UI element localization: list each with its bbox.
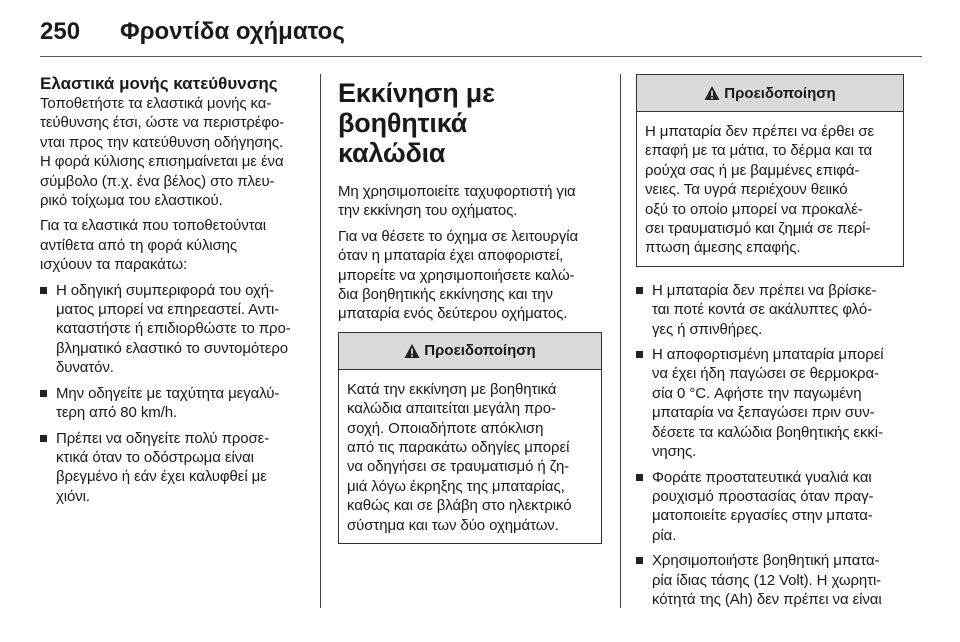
warning-body: Η μπαταρία δεν πρέπει να έρθει σε επαφή με τα μάτια, το δέρμα και τα ρούχα σας ή με βαμμένες επιφά- νειες. Τα υγρά περιέχουν θειικό οξύ το οποίο μπορεί να προκαλέ- σει τραυματισμό και ζημιά σε περί- πτωση άμεσης επαφής.: [645, 123, 875, 257]
square-bullet-icon: [636, 557, 643, 564]
warning-triangle-icon: [404, 343, 420, 359]
list-item-text: Η μπαταρία δεν πρέπει να βρίσκε- ται ποτέ κοντά σε ακάλυπτες φλό- γες ή σπινθήρες.: [652, 281, 877, 338]
column-divider-2: [620, 74, 621, 608]
list-item: [40, 384, 310, 423]
list-item-text: Η αποφορτισμένη μπαταρία μπορεί να έχει ήδη παγώσει σε θερμοκρα- σία 0 °C. Αφήστε την παγωμένη μπαταρία να ξεπαγώσει πριν συν- δέσετε τα καλώδια βοηθητικής εκκί- νησης.: [652, 346, 884, 461]
square-bullet-icon: [636, 474, 643, 481]
list-item-text: Φοράτε προστατευτικά γυαλιά και ρουχισμό προστασίας όταν πραγ- ματοποιείτε εργασίες στην μπατα- ρία.: [652, 468, 874, 544]
list-item: [636, 468, 904, 546]
warning-header: [637, 75, 903, 112]
square-bullet-icon: [636, 287, 643, 294]
square-bullet-icon: [40, 435, 47, 442]
list-item: [636, 281, 904, 339]
section-heading-directional-tyres: Ελαστικά μονής κατεύθυνσης: [40, 74, 278, 93]
warning-triangle-icon: [704, 85, 720, 101]
warning-header: [339, 333, 601, 370]
column-divider-1: [320, 74, 321, 608]
paragraph: Για να θέσετε το όχημα σε λειτουργία όταν η μπαταρία έχει αποφοριστεί, μπορείτε να χρησιμοποιήσετε καλώ- δια βοηθητικής εκκίνησης και την μπαταρία ενός δεύτερου οχήματος.: [338, 227, 579, 323]
list-item: [636, 345, 904, 461]
warning-body: Κατά την εκκίνηση με βοηθητικά καλώδια απαιτείται μεγάλη προ- σοχή. Οποιαδήποτε απόκλιση από τις παρακάτω οδηγίες μπορεί να οδηγήσει σε τραυματισμό ή ζη- μιά λόγω έκρηξης της μπαταρίας, καθώς και σε βλάβη στο ηλεκτρικό σύστημα και των δύο οχημάτων.: [347, 380, 572, 534]
list-item-text: Μην οδηγείτε με ταχύτητα μεγαλύ- τερη από 80 km/h.: [56, 384, 280, 422]
warning-box: [338, 332, 602, 544]
warning-title: Προειδοποίηση: [424, 342, 536, 360]
warning-box: [636, 74, 904, 267]
list-item: [40, 429, 310, 507]
list-item-text: Πρέπει να οδηγείτε πολύ προσε- κτικά όταν το οδόστρωμα είναι βρεγμένο ή εάν έχει καλυφθεί με χιόνι.: [56, 429, 270, 505]
square-bullet-icon: [636, 351, 643, 358]
bullet-list: [40, 281, 310, 506]
column-3: [636, 74, 904, 615]
page-number: 250: [40, 18, 81, 45]
list-item-text: Χρησιμοποιήστε βοηθητική μπατα- ρία ίδιας τάσης (12 Volt). Η χωρητι- κότητά της (Ah) δεν πρέπει να είναι: [652, 552, 882, 608]
square-bullet-icon: [40, 390, 47, 397]
paragraph: Για τα ελαστικά που τοποθετούνται αντίθετα από τη φορά κύλισης ισχύουν τα παρακάτω:: [40, 217, 267, 274]
list-item: [40, 281, 310, 378]
column-1: [40, 74, 310, 512]
bullet-list: [636, 281, 904, 610]
column-2: [338, 74, 602, 544]
list-item: [636, 551, 904, 609]
page-header: [40, 14, 920, 54]
square-bullet-icon: [40, 287, 47, 294]
section-heading-jump-start: Εκκίνηση με βοηθητικά καλώδια: [338, 78, 495, 168]
paragraph: Μη χρησιμοποιείτε ταχυφορτιστή για την εκκίνηση του οχήματος.: [338, 183, 576, 220]
paragraph: Τοποθετήστε τα ελαστικά μονής κα- τεύθυνσης έτσι, ώστε να περιστρέφο- νται προς την κατεύθυνση οδήγησης. Η φορά κύλισης επισημαίνεται με ένα σύμβολο (π.χ. ένα βέλος) στο πλευ- ρικό τοίχωμα του ελαστικού.: [40, 95, 285, 210]
header-divider: [40, 56, 922, 57]
page-title: Φροντίδα οχήματος: [120, 18, 345, 45]
warning-title: Προειδοποίηση: [724, 84, 836, 102]
list-item-text: Η οδηγική συμπεριφορά του οχή- ματος μπορεί να επηρεαστεί. Αντι- καταστήστε ή επιδιορθώστε το προ- βληματικό ελαστικό το συντομότερο δυνατόν.: [56, 281, 291, 377]
